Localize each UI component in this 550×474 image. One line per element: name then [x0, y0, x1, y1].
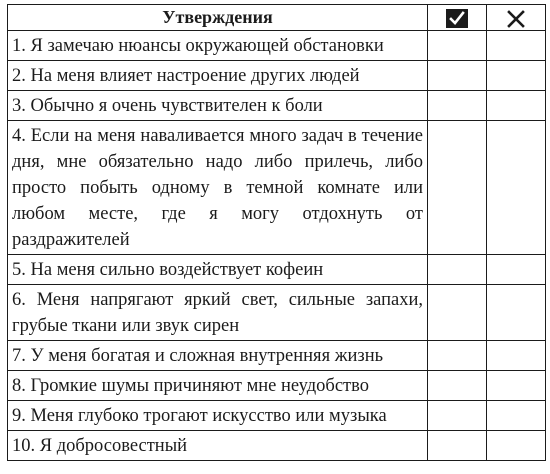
no-mark-cell[interactable]	[487, 91, 546, 121]
no-mark-cell[interactable]	[487, 61, 546, 91]
table-row	[8, 401, 546, 431]
no-mark-cell[interactable]	[487, 371, 546, 401]
no-mark-cell[interactable]	[487, 431, 546, 461]
table-row	[8, 31, 546, 61]
statement-text: 5. На меня сильно воздействует кофеин	[8, 255, 428, 285]
no-mark-cell[interactable]	[487, 285, 546, 341]
table-header-row	[8, 5, 546, 31]
yes-mark-cell[interactable]	[428, 91, 487, 121]
statements-table	[7, 4, 546, 461]
table-row	[8, 61, 546, 91]
table-row	[8, 255, 546, 285]
statement-text: 3. Обычно я очень чувствителен к боли	[8, 91, 428, 121]
table-row	[8, 91, 546, 121]
no-mark-cell[interactable]	[487, 31, 546, 61]
no-mark-cell[interactable]	[487, 255, 546, 285]
statement-text: 1. Я замечаю нюансы окружающей обстановки	[8, 31, 428, 61]
statement-text: 4. Если на меня наваливается много задач в течение дня, мне обязательно надо либо прилечь, либо просто побыть одному в темной комнате или любом месте, где я могу отдохнуть от раздражителей	[8, 121, 428, 255]
statements-column-header: Утверждения	[8, 5, 428, 31]
table-row	[8, 285, 546, 341]
yes-mark-cell[interactable]	[428, 255, 487, 285]
no-column-header	[487, 5, 546, 31]
statement-text: 7. У меня богатая и сложная внутренняя жизнь	[8, 341, 428, 371]
yes-mark-cell[interactable]	[428, 431, 487, 461]
yes-mark-cell[interactable]	[428, 341, 487, 371]
yes-mark-cell[interactable]	[428, 61, 487, 91]
no-mark-cell[interactable]	[487, 401, 546, 431]
yes-mark-cell[interactable]	[428, 401, 487, 431]
cross-icon	[507, 10, 525, 28]
no-mark-cell[interactable]	[487, 341, 546, 371]
questionnaire-sheet	[7, 4, 545, 461]
yes-mark-cell[interactable]	[428, 31, 487, 61]
no-mark-cell[interactable]	[487, 121, 546, 255]
yes-mark-cell[interactable]	[428, 121, 487, 255]
table-row	[8, 341, 546, 371]
yes-mark-cell[interactable]	[428, 285, 487, 341]
statement-text: 9. Меня глубоко трогают искусство или музыка	[8, 401, 428, 431]
check-box-icon	[446, 9, 468, 28]
table-row	[8, 371, 546, 401]
table-row	[8, 431, 546, 461]
statement-text: 8. Громкие шумы причиняют мне неудобство	[8, 371, 428, 401]
yes-mark-cell[interactable]	[428, 371, 487, 401]
yes-column-header	[428, 5, 487, 31]
table-row	[8, 121, 546, 255]
statement-text: 2. На меня влияет настроение других людей	[8, 61, 428, 91]
statement-text: 6. Меня напрягают яркий свет, сильные запахи, грубые ткани или звук сирен	[8, 285, 428, 341]
statement-text: 10. Я добросовестный	[8, 431, 428, 461]
